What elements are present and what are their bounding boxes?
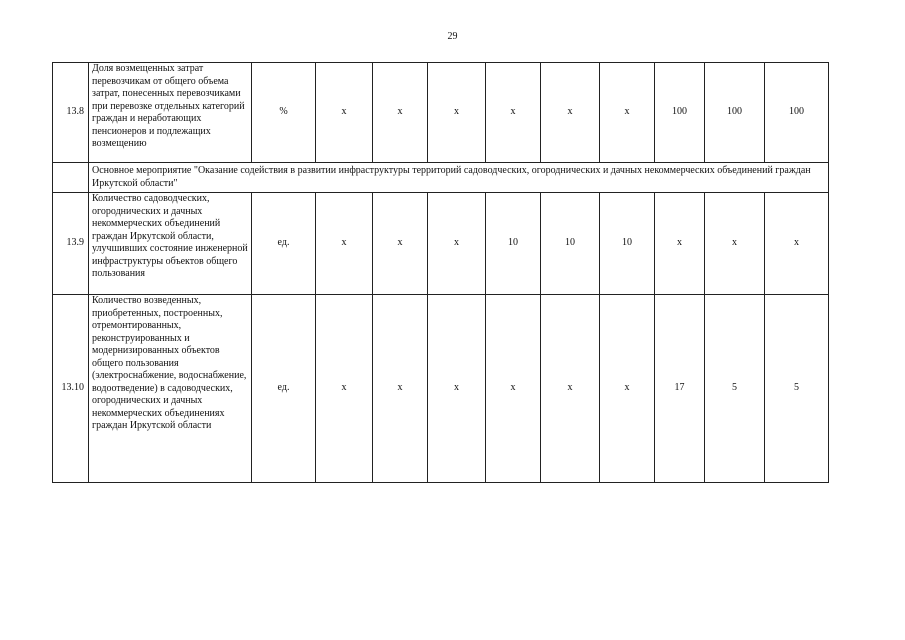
section-row [53, 163, 829, 193]
row-number: 13.9 [53, 193, 89, 295]
value-cell: х [600, 63, 655, 163]
value-cell: 10 [541, 193, 600, 295]
indicators-table [52, 62, 829, 483]
value-cell: 100 [655, 63, 705, 163]
table-row [53, 295, 829, 483]
value-cell: х [316, 193, 373, 295]
value-cell: х [316, 63, 373, 163]
value-cell: х [373, 193, 428, 295]
page-number: 29 [447, 31, 458, 42]
indicator-name: Количество садоводческих, огороднических и дачных некоммерческих объединений граждан Иркутской области, улучшивших состояние инженерной инфраструктуры объектов общего пользования [89, 193, 252, 295]
section-title: Основное мероприятие "Оказание содействия в развитии инфраструктуры территорий садоводческих, огороднических и дачных некоммерческих объединений граждан Иркутской области" [89, 163, 829, 193]
value-cell: 100 [765, 63, 829, 163]
table-row [53, 193, 829, 295]
value-cell: х [486, 63, 541, 163]
value-cell: 5 [705, 295, 765, 483]
row-number [53, 163, 89, 193]
value-cell: х [373, 63, 428, 163]
value-cell: 10 [600, 193, 655, 295]
value-cell: 5 [765, 295, 829, 483]
value-cell: х [428, 193, 486, 295]
value-cell: х [316, 295, 373, 483]
row-number: 13.10 [53, 295, 89, 483]
value-cell: 10 [486, 193, 541, 295]
value-cell: х [428, 295, 486, 483]
value-cell: х [600, 295, 655, 483]
value-cell: х [486, 295, 541, 483]
unit-cell: ед. [252, 295, 316, 483]
unit-cell: % [252, 63, 316, 163]
row-number: 13.8 [53, 63, 89, 163]
value-cell: х [541, 295, 600, 483]
indicator-name: Доля возмещенных затрат перевозчикам от общего объема затрат, понесенных перевозчиками при перевозке отдельных категорий граждан и неработающих пенсионеров и подлежащих возмещению [89, 63, 252, 163]
value-cell: х [373, 295, 428, 483]
unit-cell: ед. [252, 193, 316, 295]
value-cell: 100 [705, 63, 765, 163]
table-row [53, 63, 829, 163]
indicator-name: Количество возведенных, приобретенных, построенных, отремонтированных, реконструированных и модернизированных объектов общего пользования (электроснабжение, водоснабжение, водоотведение) в садоводческих, огороднических и дачных некоммерческих объединениях граждан Иркутской области [89, 295, 252, 483]
value-cell: х [428, 63, 486, 163]
value-cell: х [765, 193, 829, 295]
value-cell: х [705, 193, 765, 295]
value-cell: х [541, 63, 600, 163]
value-cell: х [655, 193, 705, 295]
value-cell: 17 [655, 295, 705, 483]
